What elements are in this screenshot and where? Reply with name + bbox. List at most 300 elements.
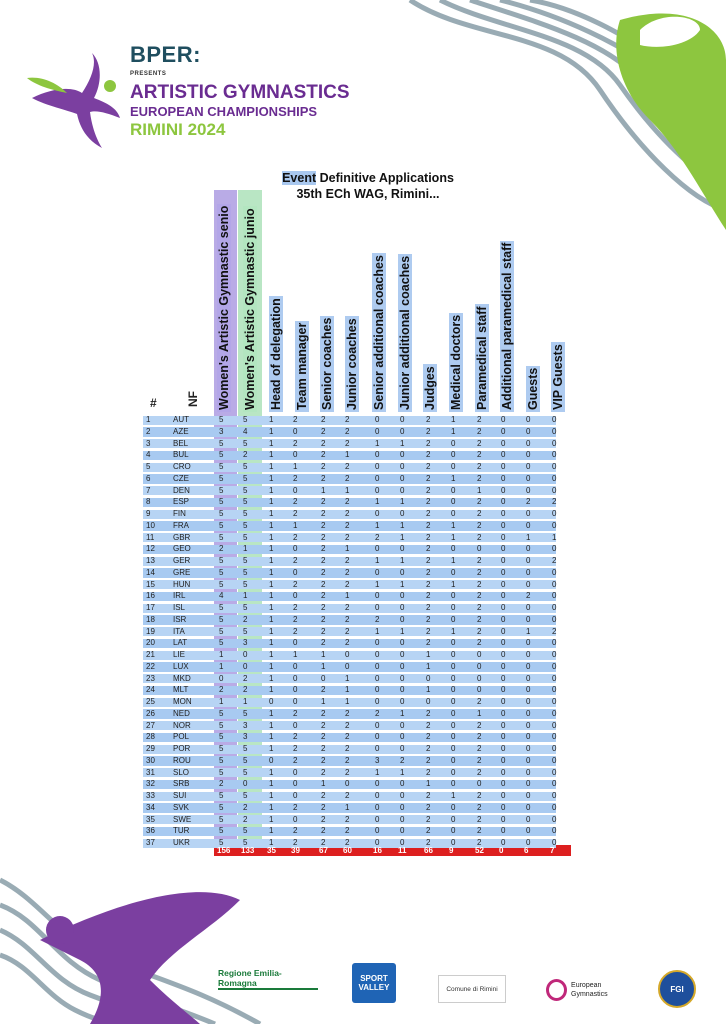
table-cell: 2 (293, 509, 298, 518)
table-cell: 5 (243, 473, 248, 483)
table-cell: 1 (269, 626, 274, 636)
row-index: 14 (146, 567, 155, 577)
table-cell: 0 (552, 732, 557, 742)
table-cell: 1 (269, 638, 274, 648)
table-cell: 0 (400, 802, 405, 812)
table-cell: 2 (426, 567, 431, 577)
table-cell: 0 (243, 661, 248, 671)
table-cell: 2 (426, 838, 431, 847)
table-cell: 0 (293, 567, 298, 577)
column-header: Women's Artistic Gymnastic junio (243, 208, 257, 410)
table-cell: 0 (375, 567, 380, 577)
table-cell: 0 (293, 791, 298, 800)
table-cell: 1 (426, 650, 431, 659)
row-index: 2 (146, 426, 151, 436)
table-cell: 0 (526, 732, 531, 742)
table-cell: 0 (501, 485, 506, 495)
row-index: 26 (146, 708, 155, 718)
table-cell: 2 (321, 720, 326, 730)
table-cell: 2 (426, 485, 431, 495)
table-cell: 2 (321, 732, 326, 742)
total-cell: 133 (241, 846, 255, 855)
table-cell: 2 (345, 638, 350, 648)
row-index: 21 (146, 650, 155, 659)
table-cell: 2 (477, 438, 482, 448)
table-cell: 5 (219, 732, 224, 742)
event-title-line1: ARTISTIC GYMNASTICS (130, 82, 350, 103)
column-header: Judges (423, 366, 437, 410)
table-cell: 5 (219, 626, 224, 636)
table-cell: 2 (477, 614, 482, 624)
table-cell: 4 (219, 591, 224, 601)
table-cell: 0 (552, 567, 557, 577)
table-cell: 1 (321, 779, 326, 789)
table-cell: 1 (219, 661, 224, 671)
table-cell: 2 (345, 579, 350, 589)
table-cell: 1 (269, 438, 274, 448)
table-cell: 2 (426, 509, 431, 518)
table-cell: 1 (269, 838, 274, 847)
column-header-wrapper (526, 180, 541, 412)
table-cell: 5 (219, 473, 224, 483)
table-row (143, 533, 556, 542)
table-cell: 2 (477, 567, 482, 577)
table-cell: 0 (552, 791, 557, 800)
table-cell: 5 (219, 802, 224, 812)
table-cell: 5 (243, 708, 248, 718)
table-cell: 0 (269, 755, 274, 765)
table-cell: 1 (400, 708, 405, 718)
table-cell: 0 (501, 673, 506, 683)
table-cell: 5 (243, 744, 248, 753)
table-cell: 1 (269, 732, 274, 742)
table-cell: 2 (477, 744, 482, 753)
table-cell: 0 (451, 767, 456, 777)
table-cell: 1 (269, 462, 274, 471)
event-logo (22, 40, 350, 150)
table-cell: 0 (552, 603, 557, 612)
table-cell: 2 (321, 544, 326, 554)
table-cell: 2 (345, 732, 350, 742)
table-cell: 0 (501, 509, 506, 518)
table-cell: 1 (269, 826, 274, 836)
table-cell: 5 (243, 532, 248, 542)
row-index: 29 (146, 744, 155, 753)
table-cell: 2 (426, 579, 431, 589)
row-index: 31 (146, 767, 155, 777)
table-cell: 0 (526, 509, 531, 518)
row-nf: BUL (173, 450, 189, 460)
row-nf: ITA (173, 626, 185, 636)
table-cell: 0 (526, 462, 531, 471)
table-cell: 0 (375, 473, 380, 483)
row-nf: MON (173, 697, 192, 706)
table-cell: 0 (501, 532, 506, 542)
table-cell: 2 (345, 567, 350, 577)
table-cell: 5 (219, 520, 224, 530)
table-cell: 2 (477, 626, 482, 636)
title-highlight: Event (282, 171, 317, 185)
table-cell: 0 (400, 567, 405, 577)
table-row (143, 580, 556, 589)
table-cell: 0 (501, 708, 506, 718)
table-cell: 2 (293, 708, 298, 718)
table-cell: 2 (477, 838, 482, 847)
row-index: 16 (146, 591, 155, 601)
table-cell: 5 (243, 520, 248, 530)
table-cell: 0 (552, 814, 557, 824)
table-cell: 1 (269, 426, 274, 436)
table-cell: 5 (219, 720, 224, 730)
table-cell: 3 (243, 720, 248, 730)
row-index: 34 (146, 802, 155, 812)
table-cell: 0 (451, 614, 456, 624)
table-row (143, 416, 556, 425)
table-cell: 0 (501, 779, 506, 789)
table-cell: 1 (451, 520, 456, 530)
event-title-line3: RIMINI 2024 (130, 120, 226, 139)
table-cell: 1 (451, 532, 456, 542)
table-cell: 2 (375, 614, 380, 624)
table-cell: 0 (451, 697, 456, 706)
column-header: Paramedical staff (475, 306, 489, 410)
table-cell: 2 (477, 520, 482, 530)
table-cell: 0 (243, 779, 248, 789)
row-nf: GBR (173, 532, 191, 542)
table-cell: 0 (552, 485, 557, 495)
table-cell: 0 (400, 614, 405, 624)
table-cell: 0 (375, 744, 380, 753)
total-cell: 52 (475, 846, 484, 855)
table-cell: 0 (501, 814, 506, 824)
table-cell: 0 (501, 567, 506, 577)
table-cell: 5 (243, 556, 248, 565)
table-cell: 2 (293, 556, 298, 565)
table-cell: 1 (243, 591, 248, 601)
table-cell: 1 (451, 556, 456, 565)
table-cell: 1 (345, 673, 350, 683)
table-cell: 0 (526, 838, 531, 847)
table-cell: 0 (400, 485, 405, 495)
table-cell: 0 (526, 802, 531, 812)
table-cell: 2 (477, 755, 482, 765)
table-row (143, 427, 556, 436)
table-cell: 1 (293, 462, 298, 471)
table-cell: 0 (400, 426, 405, 436)
table-cell: 2 (426, 744, 431, 753)
table-cell: 0 (501, 685, 506, 695)
row-nf: DEN (173, 485, 190, 495)
table-cell: 2 (345, 626, 350, 636)
table-row (143, 674, 556, 683)
row-nf: AZE (173, 426, 189, 436)
table-cell: 5 (219, 497, 224, 507)
table-cell: 0 (400, 509, 405, 518)
table-cell: 0 (451, 826, 456, 836)
table-cell: 2 (477, 462, 482, 471)
total-cell: 35 (267, 846, 276, 855)
table-cell: 0 (375, 732, 380, 742)
table-cell: 0 (501, 638, 506, 648)
table-cell: 1 (400, 532, 405, 542)
table-cell: 2 (345, 497, 350, 507)
row-nf: SLO (173, 767, 190, 777)
table-cell: 0 (375, 462, 380, 471)
row-index: 33 (146, 791, 155, 800)
table-cell: 2 (321, 473, 326, 483)
row-nf: GER (173, 556, 191, 565)
table-cell: 2 (345, 720, 350, 730)
row-nf: ESP (173, 497, 190, 507)
table-cell: 0 (451, 544, 456, 554)
table-cell: 0 (552, 579, 557, 589)
table-cell: 1 (426, 685, 431, 695)
table-cell: 5 (219, 755, 224, 765)
table-cell: 1 (345, 697, 350, 706)
row-nf: IRL (173, 591, 186, 601)
table-cell: 0 (293, 591, 298, 601)
sponsor-comune-logo: Comune di Rimini (438, 975, 506, 1003)
column-header-wrapper (551, 180, 566, 412)
table-cell: 1 (345, 450, 350, 460)
total-cell: 7 (550, 846, 555, 855)
table-cell: 0 (501, 720, 506, 730)
table-cell: 2 (293, 755, 298, 765)
table-cell: 1 (321, 661, 326, 671)
table-cell: 0 (400, 462, 405, 471)
table-cell: 1 (375, 497, 380, 507)
table-cell: 0 (451, 720, 456, 730)
table-cell: 0 (451, 485, 456, 495)
row-index: 4 (146, 450, 151, 460)
table-cell: 0 (293, 720, 298, 730)
table-cell: 0 (375, 673, 380, 683)
table-cell: 5 (219, 532, 224, 542)
table-cell: 0 (501, 744, 506, 753)
table-cell: 2 (426, 826, 431, 836)
table-cell: 0 (451, 497, 456, 507)
table-cell: 0 (526, 485, 531, 495)
table-row (143, 521, 556, 530)
table-cell: 0 (501, 755, 506, 765)
table-cell: 2 (426, 720, 431, 730)
table-cell: 1 (526, 626, 531, 636)
table-row (143, 592, 556, 601)
title-rest: Definitive Applications (319, 171, 454, 185)
document-subtitle: 35th ECh WAG, Rimini... (296, 187, 440, 201)
row-index: 32 (146, 779, 155, 789)
table-row (143, 486, 556, 495)
table-cell: 0 (526, 520, 531, 530)
column-header-wrapper (320, 180, 335, 412)
table-cell: 0 (345, 779, 350, 789)
table-cell: 0 (526, 779, 531, 789)
table-cell: 1 (375, 438, 380, 448)
table-cell: 2 (426, 497, 431, 507)
row-index: 10 (146, 520, 155, 530)
table-cell: 2 (321, 603, 326, 612)
table-cell: 2 (321, 614, 326, 624)
table-cell: 1 (293, 650, 298, 659)
table-cell: 0 (293, 661, 298, 671)
table-cell: 1 (269, 450, 274, 460)
table-row (143, 686, 556, 695)
row-nf: TUR (173, 826, 190, 836)
table-cell: 0 (400, 661, 405, 671)
table-cell: 2 (477, 579, 482, 589)
table-cell: 5 (243, 438, 248, 448)
table-cell: 2 (345, 744, 350, 753)
table-cell: 3 (243, 732, 248, 742)
table-cell: 1 (400, 497, 405, 507)
table-cell: 0 (375, 544, 380, 554)
table-cell: 5 (219, 485, 224, 495)
table-cell: 0 (526, 415, 531, 424)
sponsor-european-gymnastics-logo: European Gymnastics (546, 975, 618, 1005)
table-cell: 2 (526, 591, 531, 601)
table-cell: 0 (293, 426, 298, 436)
table-cell: 2 (293, 744, 298, 753)
row-index: 3 (146, 438, 151, 448)
table-cell: 0 (400, 544, 405, 554)
table-cell: 0 (501, 626, 506, 636)
column-header: VIP Guests (551, 344, 565, 410)
row-index: 18 (146, 614, 155, 624)
table-cell: 2 (243, 814, 248, 824)
table-cell: 0 (501, 520, 506, 530)
table-cell: 0 (526, 685, 531, 695)
table-cell: 5 (243, 791, 248, 800)
table-cell: 0 (400, 779, 405, 789)
row-nf: HUN (173, 579, 191, 589)
table-row (143, 803, 556, 812)
table-cell: 2 (426, 708, 431, 718)
row-nf: LAT (173, 638, 188, 648)
table-cell: 2 (426, 544, 431, 554)
table-cell: 2 (345, 826, 350, 836)
table-cell: 0 (451, 509, 456, 518)
table-cell: 5 (219, 708, 224, 718)
table-cell: 0 (552, 426, 557, 436)
table-cell: 2 (321, 497, 326, 507)
table-cell: 1 (345, 802, 350, 812)
row-index: 20 (146, 638, 155, 648)
table-cell: 0 (375, 826, 380, 836)
total-cell: 66 (424, 846, 433, 855)
table-row (143, 827, 556, 836)
table-cell: 0 (501, 497, 506, 507)
table-cell: 2 (477, 450, 482, 460)
table-cell: 2 (345, 556, 350, 565)
row-nf: FRA (173, 520, 189, 530)
table-cell: 1 (269, 415, 274, 424)
row-index: 8 (146, 497, 151, 507)
row-index: 17 (146, 603, 155, 612)
table-cell: 3 (243, 638, 248, 648)
table-cell: 0 (501, 697, 506, 706)
table-cell: 0 (552, 779, 557, 789)
column-header: Senior additional coaches (372, 255, 386, 410)
table-cell: 1 (400, 556, 405, 565)
table-cell: 2 (293, 614, 298, 624)
table-cell: 0 (293, 779, 298, 789)
sponsor-fgi-logo: FGI (658, 970, 696, 1008)
column-header: Senior coaches (320, 317, 334, 410)
table-cell: 0 (400, 603, 405, 612)
table-cell: 0 (400, 450, 405, 460)
column-header-wrapper (475, 180, 490, 412)
table-cell: 4 (243, 426, 248, 436)
table-cell: 0 (501, 544, 506, 554)
table-cell: 0 (293, 485, 298, 495)
table-cell: 2 (345, 791, 350, 800)
table-cell: 1 (375, 579, 380, 589)
table-cell: 0 (501, 614, 506, 624)
row-index: 27 (146, 720, 155, 730)
table-cell: 1 (243, 544, 248, 554)
table-cell: 2 (426, 450, 431, 460)
table-cell: 0 (501, 426, 506, 436)
table-cell: 0 (451, 591, 456, 601)
table-cell: 5 (219, 791, 224, 800)
table-cell: 0 (451, 814, 456, 824)
total-cell: 67 (319, 846, 328, 855)
row-nf: CRO (173, 462, 191, 471)
table-cell: 1 (269, 779, 274, 789)
table-cell: 0 (477, 661, 482, 671)
table-cell: 2 (552, 556, 557, 565)
table-cell: 0 (451, 603, 456, 612)
table-cell: 0 (501, 450, 506, 460)
table-cell: 0 (552, 450, 557, 460)
table-cell: 2 (426, 532, 431, 542)
table-cell: 0 (375, 591, 380, 601)
table-cell: 2 (321, 802, 326, 812)
table-cell: 0 (375, 650, 380, 659)
table-cell: 0 (552, 473, 557, 483)
table-cell: 1 (269, 661, 274, 671)
table-cell: 2 (293, 626, 298, 636)
table-cell: 2 (321, 685, 326, 695)
table-cell: 2 (345, 462, 350, 471)
european-gymnastics-icon (546, 979, 567, 1001)
table-cell: 0 (552, 838, 557, 847)
row-index: 28 (146, 732, 155, 742)
table-cell: 2 (293, 473, 298, 483)
table-cell: 0 (501, 415, 506, 424)
table-cell: 0 (375, 697, 380, 706)
table-cell: 2 (477, 697, 482, 706)
table-cell: 0 (400, 791, 405, 800)
table-cell: 2 (345, 838, 350, 847)
table-cell: 1 (400, 520, 405, 530)
table-cell: 5 (219, 814, 224, 824)
table-cell: 5 (219, 744, 224, 753)
table-cell: 0 (400, 650, 405, 659)
table-cell: 2 (426, 415, 431, 424)
column-header-wrapper (398, 180, 413, 412)
table-cell: 2 (321, 450, 326, 460)
table-cell: 0 (552, 708, 557, 718)
row-nf: AUT (173, 415, 189, 424)
table-cell: 0 (552, 520, 557, 530)
table-cell: 0 (375, 661, 380, 671)
row-nf: ROU (173, 755, 191, 765)
table-cell: 0 (451, 661, 456, 671)
table-cell: 2 (293, 415, 298, 424)
table-cell: 5 (219, 567, 224, 577)
table-cell: 0 (501, 438, 506, 448)
